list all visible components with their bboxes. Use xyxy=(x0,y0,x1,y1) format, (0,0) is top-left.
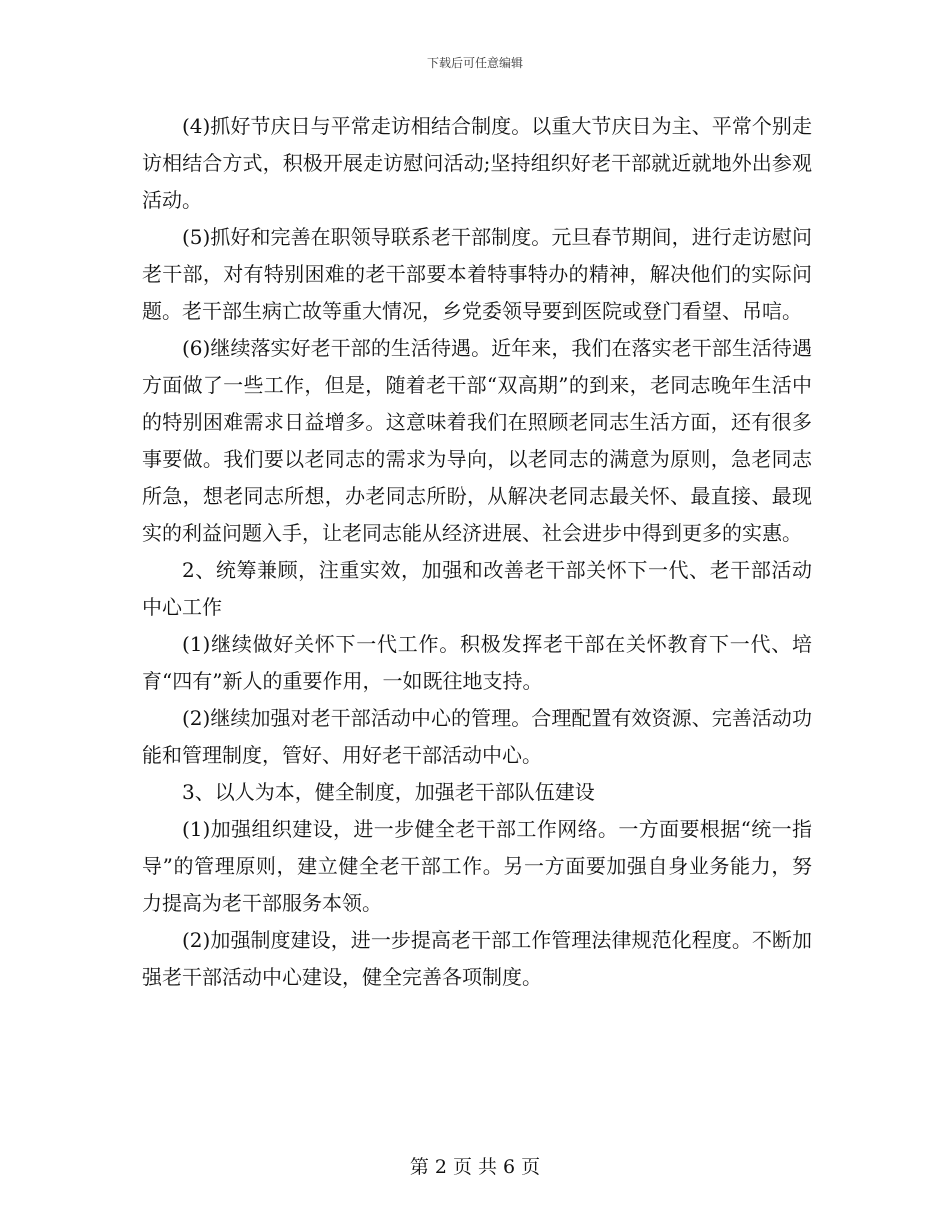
page-number: 第 2 页 共 6 页 xyxy=(409,1156,541,1178)
paragraph: (1)继续做好关怀下一代工作。积极发挥老干部在关怀教育下一代、培育“四有”新人的重要作用，一如既往地支持。 xyxy=(142,632,812,693)
header-note: 下载后可任意编辑 xyxy=(426,56,523,70)
paragraph: (4)抓好节庆日与平常走访相结合制度。以重大节庆日为主、平常个别走访相结合方式，积极开展走访慰问活动;坚持组织好老干部就近就地外出参观活动。 xyxy=(142,114,812,212)
document-body xyxy=(142,108,812,996)
paragraph: (2)继续加强对老干部活动中心的管理。合理配置有效资源、完善活动功能和管理制度，管好、用好老干部活动中心。 xyxy=(142,706,812,767)
paragraph: (5)抓好和完善在职领导联系老干部制度。元旦春节期间，进行走访慰问老干部，对有特别困难的老干部要本着特事特办的精神，解决他们的实际问题。老干部生病亡故等重大情况，乡党委领导要到医院或登门看望、吊唁。 xyxy=(142,225,812,323)
section-heading: 3、以人为本，健全制度，加强老干部队伍建设 xyxy=(182,780,595,804)
section-heading: 2、统筹兼顾，注重实效，加强和改善老干部关怀下一代、老干部活动中心工作 xyxy=(142,558,812,619)
paragraph: (6)继续落实好老干部的生活待遇。近年来，我们在落实老干部生活待遇方面做了一些工作，但是，随着老干部“双高期”的到来，老同志晚年生活中的特别困难需求日益增多。这意味着我们在照顾老同志生活方面，还有很多事要做。我们要以老同志的需求为导向，以老同志的满意为原则，急老同志所急，想老同志所想，办老同志所盼，从解决老同志最关怀、最直接、最现实的利益问题入手，让老同志能从经济进展、社会进步中得到更多的实惠。 xyxy=(142,336,812,545)
paragraph: (1)加强组织建设，进一步健全老干部工作网络。一方面要根据“统一指导”的管理原则，建立健全老干部工作。另一方面要加强自身业务能力，努力提高为老干部服务本领。 xyxy=(142,817,812,915)
paragraph: (2)加强制度建设，进一步提高老干部工作管理法律规范化程度。不断加强老干部活动中心建设，健全完善各项制度。 xyxy=(142,928,812,989)
